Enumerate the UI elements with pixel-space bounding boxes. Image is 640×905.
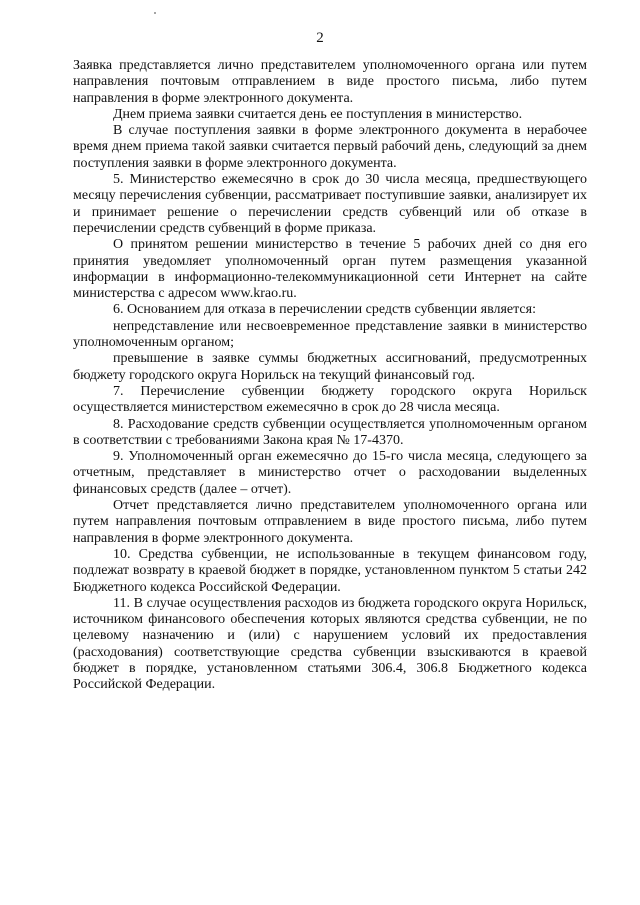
page-number: 2	[316, 30, 324, 46]
paragraph-item-7: 7. Перечисление субвенции бюджету городского округа Норильск осуществляется министерством ежемесячно в срок до 28 числа месяца.	[73, 383, 587, 416]
paragraph-item-8: 8. Расходование средств субвенции осуществляется уполномоченным органом в соответствии с требованиями Закона края № 17-4370.	[73, 416, 587, 448]
paragraph-refusal-reason-2: превышение в заявке суммы бюджетных ассигнований, предусмотренных бюджету городского округа Норильск на текущий финансовый год.	[73, 351, 587, 383]
paragraph-report-submission: Отчет представляется лично представителем уполномоченного органа или путем направления почтовым отправлением в виде простого письма, либо путем направления в форме электронного документа.	[73, 498, 587, 546]
paragraph-item-11: 11. В случае осуществления расходов из бюджета городского округа Норильск, источником финансового обеспечения которых являются средства субвенции, не по целевому назначению и (или) с нарушением условий их предоставления (расходования) соответствующие средства субвенции взыскиваются в краевой бюджет в порядке, установленном статьями 306.4, 306.8 Бюджетного кодекса Российской Федерации.	[73, 595, 587, 693]
paragraph-application-submission: Заявка представляется лично представителем уполномоченного органа или путем направления почтовым отправлением в виде простого письма, либо путем направления в форме электронного документа.	[73, 58, 587, 106]
paragraph-item-5: 5. Министерство ежемесячно в срок до 30 числа месяца, предшествующего месяцу перечисления субвенции, рассматривает поступившие заявки, анализирует их и принимает решение о перечислении средств субвенций или об отказе в перечислении средств субвенций в форме приказа.	[73, 172, 587, 236]
paragraph-item-6: 6. Основанием для отказа в перечислении средств субвенции является:	[113, 302, 536, 318]
paragraph-non-working-time: В случае поступления заявки в форме электронного документа в нерабочее время днем приема такой заявки считается первый рабочий день, следующий за днем поступления заявки в форме электронного документа.	[73, 123, 587, 171]
paragraph-receipt-day: Днем приема заявки считается день ее поступления в министерство.	[113, 106, 523, 122]
paragraph-refusal-reason-1: непредставление или несвоевременное представление заявки в министерство уполномоченным органом;	[73, 318, 587, 351]
paragraph-item-9: 9. Уполномоченный орган ежемесячно до 15-го числа месяца, следующего за отчетным, представляет в министерство отчет о расходовании выделенных финансовых средств (далее – отчет).	[73, 449, 587, 497]
paragraph-decision-notice: О принятом решении министерство в течение 5 рабочих дней со дня его принятия уведомляет уполномоченный орган путем размещения указанной информации в информационно-телекоммуникационной сети Интернет на сайте министерства с адресом www.krao.ru.	[73, 237, 587, 302]
scan-speck	[154, 12, 156, 14]
paragraph-item-10: 10. Средства субвенции, не использованные в текущем финансовом году, подлежат возврату в краевой бюджет в порядке, установленном пунктом 5 статьи 242 Бюджетного кодекса Российской Федерации.	[73, 546, 587, 595]
document-body	[73, 58, 587, 694]
